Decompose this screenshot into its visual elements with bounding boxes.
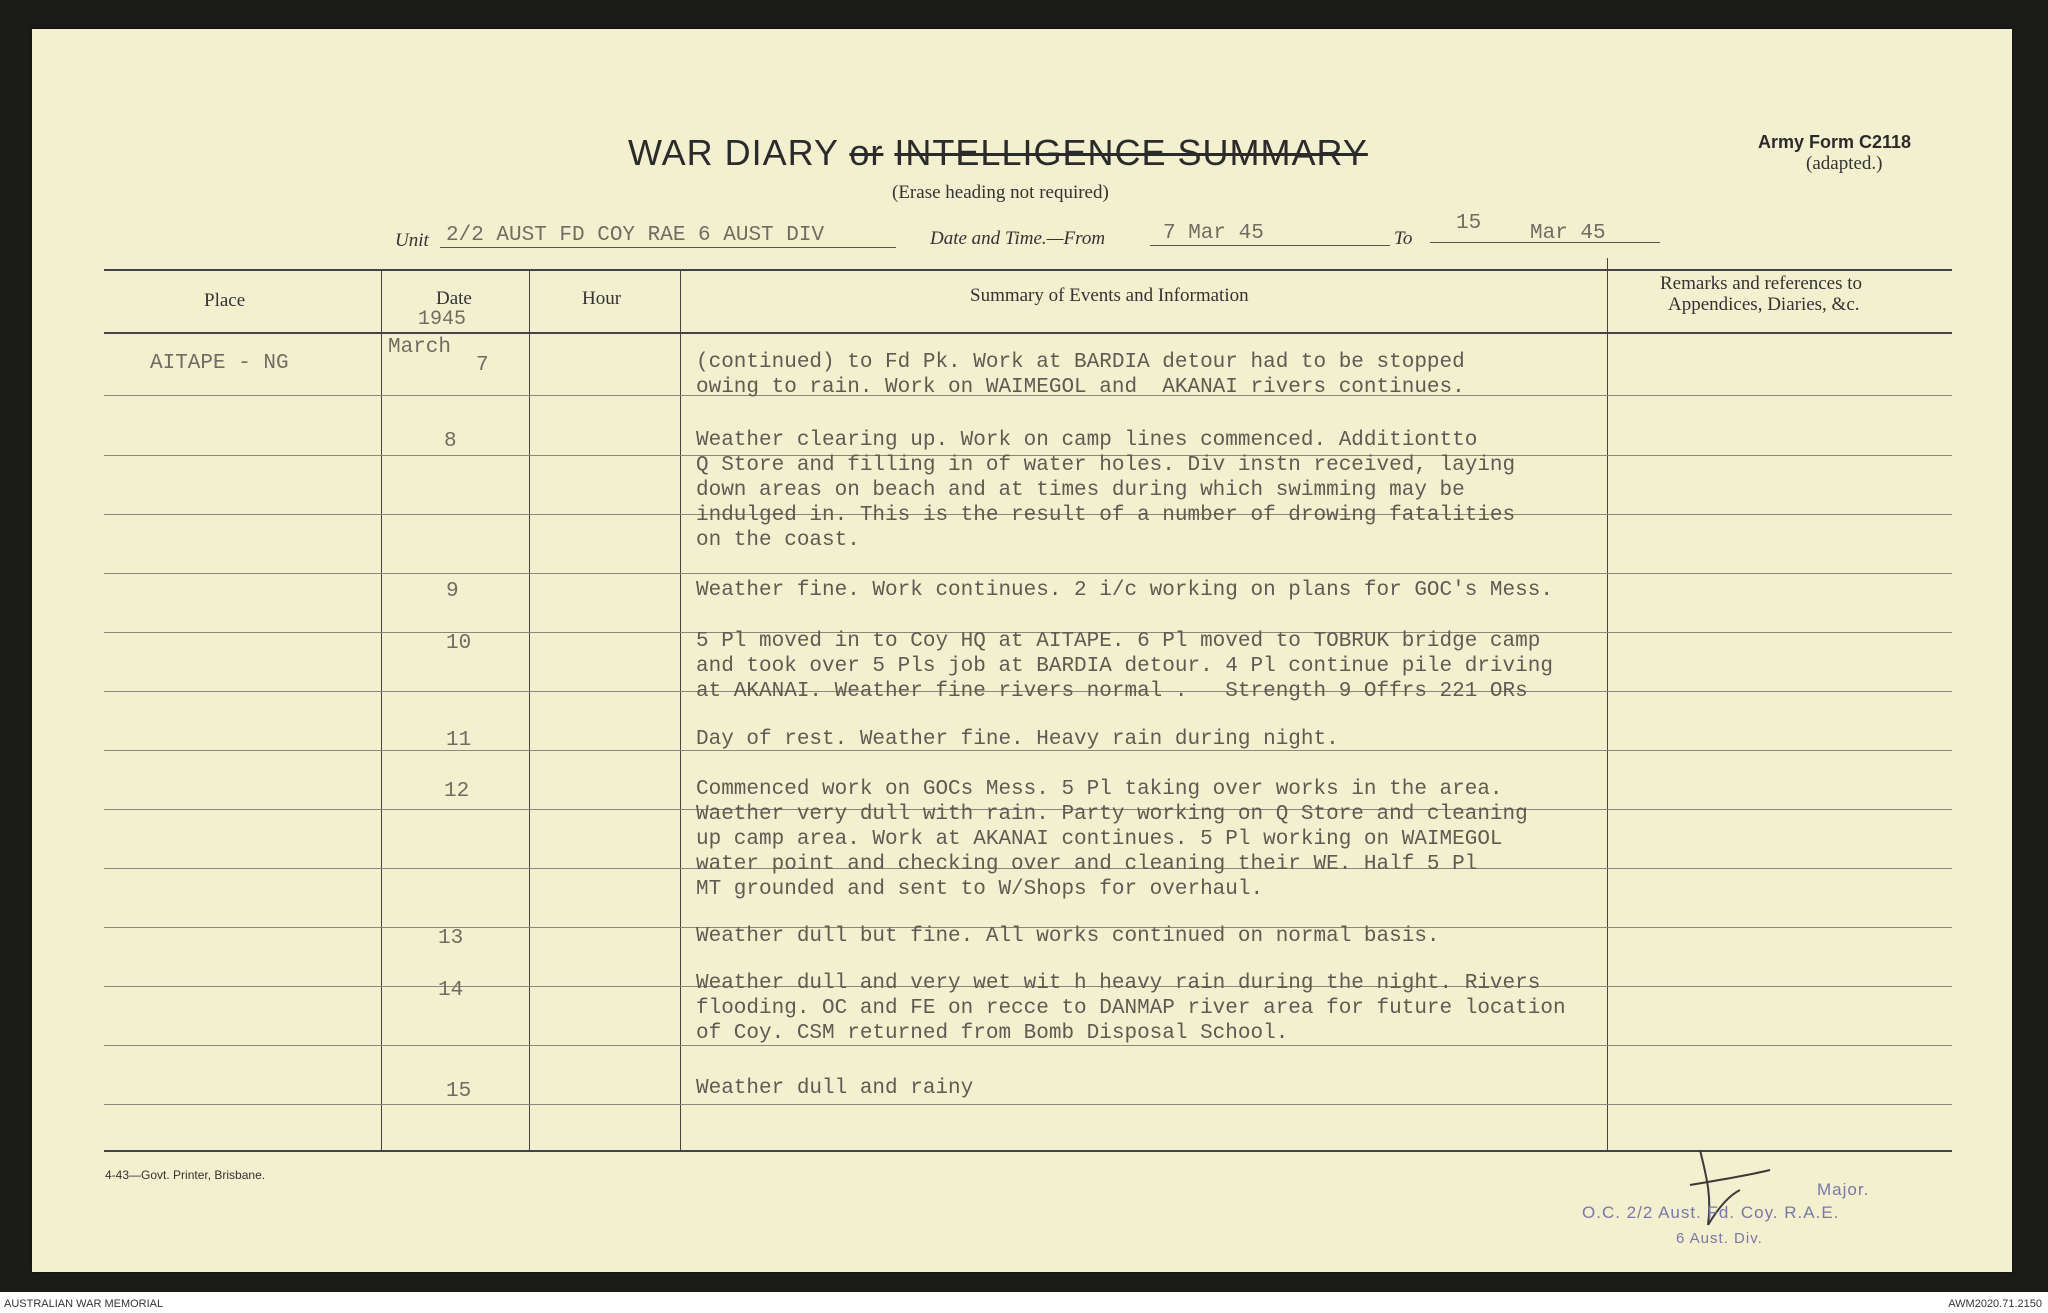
from-value: 7 Mar 45 (1163, 222, 1264, 245)
to-month: Mar 45 (1530, 222, 1606, 245)
summary-entry: Commenced work on GOCs Mess. 5 Pl taking over works in the area. Waether very dull with rain. Party working on Q Store and cleaning up camp area. Work at AKANAI continues. 5 Pl working on WAIMEGOL water point and checking over and cleaning their WE. Half 5 Pl MT grounded and sent to W/Shops for overhaul. (696, 778, 1528, 901)
to-label: To (1394, 228, 1413, 249)
adapted-note: (adapted.) (1806, 153, 1883, 174)
summary-entry: Weather dull but fine. All works continued on normal basis. (696, 925, 1440, 948)
col-header-hour: Hour (582, 288, 622, 309)
date-day: 10 (446, 632, 472, 655)
stamp-unit: O.C. 2/2 Aust. Fd. Coy. R.A.E. (1582, 1203, 1840, 1222)
to-underline (1430, 242, 1660, 243)
col-header-year: 1945 (418, 308, 467, 331)
archive-footer (0, 1292, 2048, 1313)
ruled-line (104, 1104, 1952, 1105)
erase-note: (Erase heading not required) (892, 182, 1109, 203)
title-main: WAR DIARY (628, 132, 839, 173)
printer-imprint: 4-43—Govt. Printer, Brisbane. (105, 1168, 266, 1182)
archive-reference: AWM2020.71.2150 (1948, 1298, 2042, 1310)
date-label: Date and Time.—From (930, 228, 1106, 249)
to-day: 15 (1456, 212, 1482, 235)
col-header-summary: Summary of Events and Information (970, 285, 1249, 306)
col-header-place: Place (204, 290, 246, 311)
summary-entry: Weather dull and rainy (696, 1077, 974, 1100)
date-day: 11 (446, 729, 472, 752)
summary-entry: 5 Pl moved in to Coy HQ at AITAPE. 6 Pl moved to TOBRUK bridge camp and took over 5 Pls job at BARDIA detour. 4 Pl continue pile driving at AKANAI. Weather fine rivers normal . Strength 9 Offrs 221 ORs (696, 630, 1553, 703)
date-day: 9 (446, 580, 459, 603)
date-day: 13 (438, 927, 464, 950)
summary-entry: Day of rest. Weather fine. Heavy rain during night. (696, 728, 1339, 751)
col-header-date: Date (436, 288, 472, 309)
stamp-division: 6 Aust. Div. (1676, 1230, 1763, 1247)
unit-underline (440, 247, 896, 248)
month-value: March (388, 336, 452, 359)
place-value: AITAPE - NG (150, 352, 289, 375)
date-day: 15 (446, 1080, 472, 1103)
date-day: 7 (476, 354, 489, 377)
date-day: 8 (444, 430, 457, 453)
ruled-line (104, 573, 1952, 574)
summary-entry: Weather dull and very wet wit h heavy rain during the night. Rivers flooding. OC and FE on recce to DANMAP river area for future location of Coy. CSM returned from Bomb Disposal School. (696, 972, 1566, 1045)
col-divider-summary (1607, 258, 1608, 1150)
page-title (628, 132, 1368, 174)
summary-entry: (continued) to Fd Pk. Work at BARDIA detour had to be stopped owing to rain. Work on WAIMEGOL and AKANAI rivers continues. (696, 351, 1465, 399)
from-underline (1150, 245, 1390, 246)
archive-name: AUSTRALIAN WAR MEMORIAL (4, 1298, 164, 1310)
unit-value: 2/2 AUST FD COY RAE 6 AUST DIV (446, 224, 825, 247)
summary-entry: Weather fine. Work continues. 2 i/c working on plans for GOC's Mess. (696, 579, 1553, 602)
summary-entry: Weather clearing up. Work on camp lines commenced. Additiontto Q Store and filling in of water holes. Div instn received, laying down areas on beach and at times during which swimming may be indulged in. This is the result of a number of drowing fatalities on the coast. (696, 429, 1516, 552)
title-struck: INTELLIGENCE SUMMARY (894, 132, 1368, 173)
date-day: 14 (438, 979, 464, 1002)
col-divider-place (381, 269, 382, 1150)
date-day: 12 (444, 780, 470, 803)
unit-label: Unit (395, 230, 429, 251)
stamp-rank: Major. (1817, 1180, 1870, 1199)
col-divider-date (529, 269, 530, 1150)
col-divider-hour (680, 269, 681, 1150)
col-header-remarks-2: Appendices, Diaries, &c. (1668, 294, 1860, 315)
army-form-number: Army Form C2118 (1758, 132, 1912, 152)
col-header-remarks-1: Remarks and references to (1660, 273, 1863, 294)
title-struck-or: or (849, 132, 884, 173)
